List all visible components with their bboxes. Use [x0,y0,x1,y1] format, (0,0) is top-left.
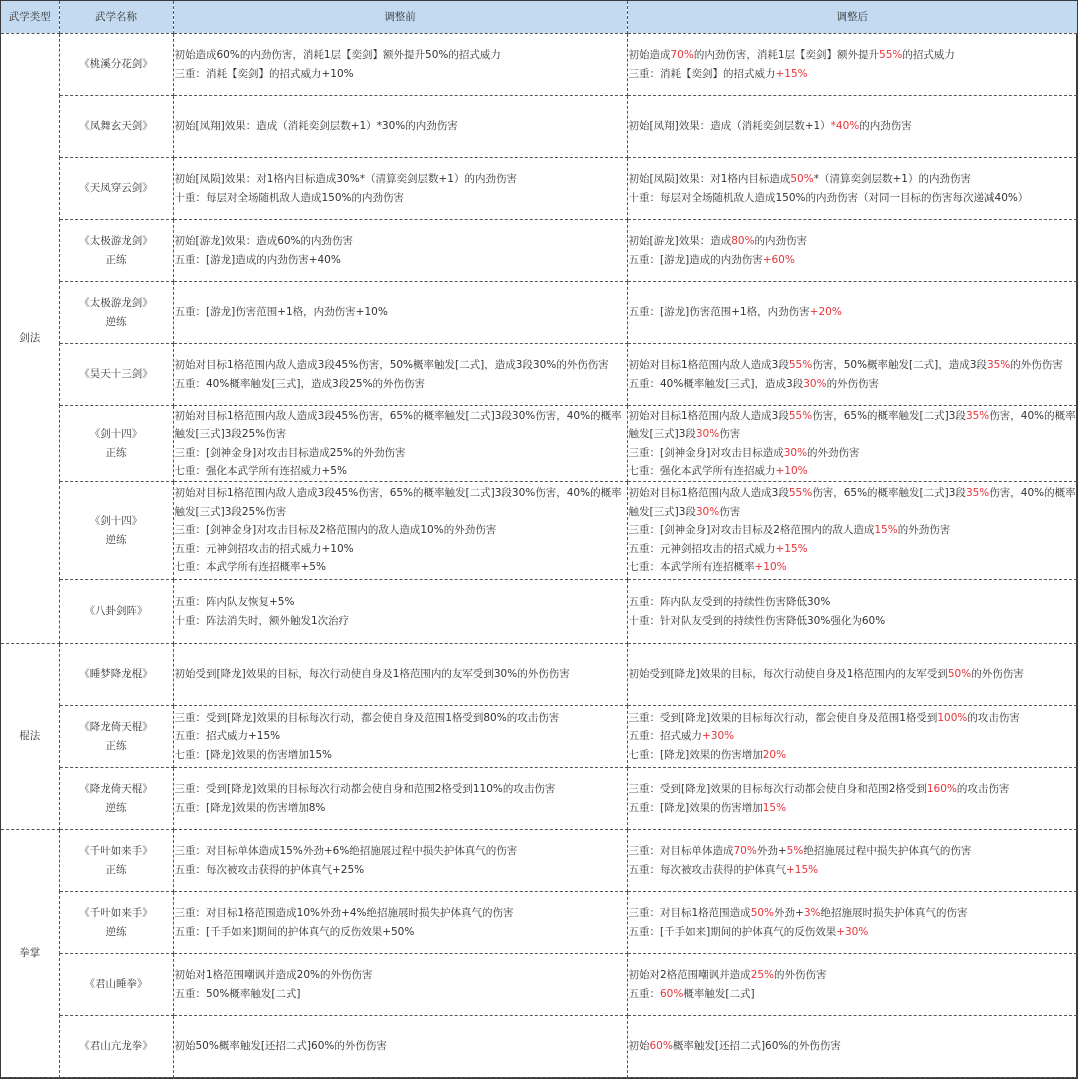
desc-line: 十重：每层对全场随机敌人造成150%的内劲伤害 [174,191,405,204]
desc-line: 七重：本武学所有连招概率+5% [174,561,326,574]
desc-line: 七重：[降龙]效果的伤害增加15% [174,748,333,761]
table-row [1,768,1077,830]
changed-value: 30% [783,446,808,459]
skill-name-cell [59,1016,173,1078]
skill-name-cell [59,580,173,644]
skill-name: 《八卦剑阵》 [84,605,148,617]
desc-line: 三重：消耗【奕剑】的招式威力+15% [628,67,808,80]
after-desc-cell [627,644,1077,706]
before-desc-cell [173,892,627,954]
desc-line: 三重：受到[降龙]效果的目标每次行动都会使自身和范围2格受到110%的攻击伤害 [174,783,556,795]
changed-value: 30% [695,428,720,440]
skill-name-cell [59,96,173,158]
desc-line: 初始对目标1格范围内敌人造成3段55%伤害，50%概率触发[二式]，造成3段35%的外伤伤害 [628,359,1063,371]
before-desc-cell [173,96,627,158]
skill-name: 《千叶如来手》 [79,906,153,919]
changed-value: 5% [786,845,804,857]
before-desc-cell [173,768,627,830]
skill-adjustment-table [1,1,1077,1078]
desc-line: 初始[凤陨]效果：对1格内目标造成30%*（清算奕剑层数+1）的内劲伤害 [174,173,517,185]
desc-line: 初始[凤翔]效果：造成（消耗奕剑层数+1）*40%的内劲伤害 [628,120,912,133]
desc-line: 十重：阵法消失时，额外触发1次治疗 [174,614,350,627]
skill-type-cell: 剑法 [1,34,59,644]
after-desc-cell [627,406,1077,482]
after-desc-cell [627,954,1077,1016]
after-desc-cell [627,892,1077,954]
before-desc-cell [173,706,627,768]
desc-line: 五重：[游龙]伤害范围+1格，内劲伤害+10% [174,306,388,319]
changed-value: +15% [775,542,808,555]
desc-line: 五重：40%概率触发[三式]，造成3段25%的外伤伤害 [174,377,426,390]
desc-line: 五重：招式威力+15% [174,730,281,743]
desc-line: 五重：40%概率触发[三式]，造成3段30%的外伤伤害 [628,377,880,390]
changed-value: +15% [786,863,819,876]
changed-value: 55% [788,487,813,500]
skill-name: 《太极游龙剑》 [79,296,153,309]
after-desc-cell [627,482,1077,580]
desc-line: 五重：阵内队友恢复+5% [174,596,295,608]
skill-name-cell [59,282,173,344]
desc-line: 五重：[游龙]伤害范围+1格，内劲伤害+20% [628,306,842,319]
skill-name-cell [59,482,173,580]
changed-value: 15% [762,801,787,814]
table-row [1,344,1077,406]
changed-value: 50% [947,668,972,681]
skill-name-cell [59,406,173,482]
changed-value: 60% [660,987,684,1000]
before-desc-cell [173,406,627,482]
table-row [1,158,1077,220]
changed-value: 55% [879,49,903,61]
skill-variant: 逆练 [105,315,127,328]
desc-line: 三重：对目标1格范围造成10%外劲+4%绝招施展时损失护体真气的伤害 [174,907,514,919]
desc-line: 五重：阵内队友受到的持续性伤害降低30% [628,596,831,608]
desc-line: 初始造成70%的内劲伤害，消耗1层【奕剑】额外提升55%的招式威力 [628,49,955,61]
desc-line: 三重：受到[降龙]效果的目标每次行动，都会使自身及范围1格受到80%的攻击伤害 [174,711,560,724]
table-row [1,482,1077,580]
desc-line: 初始造成60%的内劲伤害，消耗1层【奕剑】额外提升50%的招式威力 [174,49,501,61]
desc-line: 五重：每次被攻击获得的护体真气+15% [628,863,819,876]
changed-value: +30% [836,925,869,938]
skill-name-cell [59,830,173,892]
desc-line: 五重：[千手如来]期间的护体真气的反伤效果+30% [628,925,869,938]
table-row [1,34,1077,96]
desc-line: 五重：[游龙]造成的内劲伤害+40% [174,253,341,266]
before-desc-cell [173,344,627,406]
changed-value: 30% [803,377,827,390]
skill-name-cell [59,954,173,1016]
table-row [1,406,1077,482]
desc-line: 初始对2格范围嘲讽并造成25%的外伤伤害 [628,969,827,981]
desc-line: 五重：元神剑招攻击的招式威力+10% [174,542,354,555]
desc-line: 三重：消耗【奕剑】的招式威力+10% [174,67,354,80]
changed-value: 55% [788,359,813,371]
desc-line: 初始对目标1格范围内敌人造成3段55%伤害，65%的概率触发[二式]3段35%伤害，40%的概率触发[三式]3段30%伤害 [628,409,1076,440]
desc-line: 三重：对目标单体造成70%外劲+5%绝招施展过程中损失护体真气的伤害 [628,845,972,857]
after-desc-cell [627,768,1077,830]
desc-line: 初始50%概率触发[还招二式]60%的外伤伤害 [174,1040,387,1053]
changed-value: 50% [790,173,814,185]
desc-line: 初始对目标1格范围内敌人造成3段55%伤害，65%的概率触发[二式]3段35%伤害，40%的概率触发[三式]3段30%伤害 [628,487,1076,518]
desc-line: 七重：强化本武学所有连招威力+10% [628,465,808,477]
skill-name: 《太极游龙剑》 [79,234,153,247]
before-desc-cell [173,482,627,580]
header-before: 调整前 [173,1,627,34]
desc-line: 三重：对目标1格范围造成50%外劲+3%绝招施展时损失护体真气的伤害 [628,907,968,919]
skill-variant: 逆练 [105,533,127,546]
desc-line: 五重：元神剑招攻击的招式威力+15% [628,542,808,555]
before-desc-cell [173,220,627,282]
after-desc-cell [627,96,1077,158]
skill-name-cell [59,220,173,282]
skill-name-cell [59,158,173,220]
skill-name-cell [59,344,173,406]
skill-variant: 正练 [105,253,127,266]
changed-value: 15% [874,524,898,537]
changed-value: +20% [809,306,842,319]
changed-value: +30% [702,730,735,743]
skill-name: 《凤舞玄天剑》 [79,120,153,132]
changed-value: 50% [750,907,775,919]
after-desc-cell [627,706,1077,768]
changed-value: +10% [754,561,787,574]
changed-value: 20% [762,748,787,761]
skill-name: 《千叶如来手》 [79,844,153,857]
desc-line: 五重：招式威力+30% [628,730,735,743]
skill-name-cell [59,892,173,954]
desc-line: 初始对目标1格范围内敌人造成3段45%伤害，65%的概率触发[二式]3段30%伤害，40%的概率触发[三式]3段25%伤害 [174,487,622,518]
before-desc-cell [173,580,627,644]
before-desc-cell [173,158,627,220]
after-desc-cell [627,830,1077,892]
desc-line: 五重：[千手如来]期间的护体真气的反伤效果+50% [174,925,415,938]
desc-line: 三重：[剑神金身]对攻击目标及2格范围内的敌人造成15%的外劲伤害 [628,524,951,537]
skill-variant: 正练 [105,863,127,876]
table-row [1,706,1077,768]
table-row [1,96,1077,158]
skill-name: 《降龙倚天棍》 [79,782,153,795]
header-after: 调整后 [627,1,1077,34]
desc-line: 初始[游龙]效果：造成80%的内劲伤害 [628,235,808,247]
header-type: 武学类型 [1,1,59,34]
table-row [1,220,1077,282]
table-row [1,892,1077,954]
after-desc-cell [627,34,1077,96]
skill-name-cell [59,34,173,96]
after-desc-cell [627,1016,1077,1078]
changed-value: *40% [830,120,860,133]
desc-line: 五重：每次被攻击获得的护体真气+25% [174,863,365,876]
table-row [1,954,1077,1016]
desc-line: 七重：强化本武学所有连招威力+5% [174,465,347,477]
after-desc-cell [627,282,1077,344]
changed-value: 55% [788,409,813,422]
desc-line: 五重：[降龙]效果的伤害增加8% [174,801,326,814]
skill-name: 《君山睡拳》 [84,978,148,990]
desc-line: 三重：[剑神金身]对攻击目标造成25%的外劲伤害 [174,446,406,459]
desc-line: 五重：50%概率触发[二式] [174,987,301,1000]
desc-line: 初始[凤陨]效果：对1格内目标造成50%*（清算奕剑层数+1）的内劲伤害 [628,173,971,185]
before-desc-cell [173,34,627,96]
skill-name: 《君山亢龙拳》 [79,1040,153,1052]
desc-line: 初始受到[降龙]效果的目标，每次行动使自身及1格范围内的友军受到50%的外伤伤害 [628,668,1024,681]
desc-line: 初始[凤翔]效果：造成（消耗奕剑层数+1）*30%的内劲伤害 [174,120,458,133]
desc-line: 五重：[游龙]造成的内劲伤害+60% [628,253,795,266]
changed-value: 70% [670,49,694,61]
after-desc-cell [627,580,1077,644]
skill-variant: 逆练 [105,801,127,814]
desc-line: 三重：受到[降龙]效果的目标每次行动，都会使自身及范围1格受到100%的攻击伤害 [628,711,1020,724]
desc-line: 五重：60%概率触发[二式] [628,987,755,1000]
desc-line: 三重：对目标单体造成15%外劲+6%绝招施展过程中损失护体真气的伤害 [174,845,518,857]
desc-line: 五重：[降龙]效果的伤害增加15% [628,801,787,814]
skill-name-cell [59,768,173,830]
skill-name-cell [59,706,173,768]
table-body [1,34,1077,1078]
desc-line: 七重：[降龙]效果的伤害增加20% [628,748,787,761]
changed-value: +15% [775,67,808,80]
desc-line: 初始对目标1格范围内敌人造成3段45%伤害，50%概率触发[二式]，造成3段30%的外伤伤害 [174,359,609,371]
table-row [1,282,1077,344]
changed-value: +60% [762,253,795,266]
desc-line: 十重：每层对全场随机敌人造成150%的内劲伤害（对同一目标的伤害每次递减40%） [628,191,1029,204]
desc-line: 初始对1格范围嘲讽并造成20%的外伤伤害 [174,969,373,981]
before-desc-cell [173,644,627,706]
before-desc-cell [173,954,627,1016]
skill-name: 《天凤穿云剑》 [79,182,153,194]
after-desc-cell [627,344,1077,406]
before-desc-cell [173,1016,627,1078]
table-row [1,644,1077,706]
skill-name: 《睡梦降龙棍》 [79,668,153,680]
header-row [1,1,1077,34]
after-desc-cell [627,158,1077,220]
changed-value: 30% [695,505,720,518]
skill-variant: 逆练 [105,925,127,938]
changed-value: 80% [731,235,755,247]
changed-value: 35% [965,487,990,500]
desc-line: 初始受到[降龙]效果的目标，每次行动使自身及1格范围内的友军受到30%的外伤伤害 [174,668,570,681]
table-row [1,580,1077,644]
desc-line: 三重：受到[降龙]效果的目标每次行动都会使自身和范围2格受到160%的攻击伤害 [628,783,1010,795]
changed-value: 160% [926,783,957,795]
before-desc-cell [173,830,627,892]
skill-name-cell [59,644,173,706]
desc-line: 七重：本武学所有连招概率+10% [628,561,787,574]
skill-name: 《降龙倚天棍》 [79,720,153,733]
changed-value: +10% [775,465,808,477]
changed-value: 35% [986,359,1011,371]
skill-variant: 正练 [105,739,127,752]
skill-name: 《剑十四》 [89,514,143,527]
desc-line: 十重：针对队友受到的持续性伤害降低30%强化为60% [628,614,886,627]
table-row [1,830,1077,892]
after-desc-cell [627,220,1077,282]
skill-name: 《剑十四》 [89,427,143,440]
changed-value: 3% [803,907,821,919]
skill-variant: 正练 [105,446,127,459]
table-row [1,1016,1077,1078]
desc-line: 三重：[剑神金身]对攻击目标造成30%的外劲伤害 [628,446,860,459]
skill-type-cell: 拳掌 [1,830,59,1078]
changed-value: 70% [733,845,757,857]
changed-value: 60% [649,1040,673,1053]
desc-line: 初始对目标1格范围内敌人造成3段45%伤害，65%的概率触发[二式]3段30%伤害，40%的概率触发[三式]3段25%伤害 [174,409,622,440]
changed-value: 35% [965,409,990,422]
changed-value: 100% [937,711,968,724]
desc-line: 三重：[剑神金身]对攻击目标及2格范围内的敌人造成10%的外劲伤害 [174,524,497,537]
skill-name: 《昊天十三剑》 [79,368,153,380]
changed-value: 25% [750,969,775,981]
desc-line: 初始[游龙]效果：造成60%的内劲伤害 [174,235,354,247]
skill-name: 《桃溪分花剑》 [79,58,153,70]
before-desc-cell [173,282,627,344]
desc-line: 初始60%概率触发[还招二式]60%的外伤伤害 [628,1040,841,1053]
skill-type-cell: 棍法 [1,644,59,830]
header-name: 武学名称 [59,1,173,34]
